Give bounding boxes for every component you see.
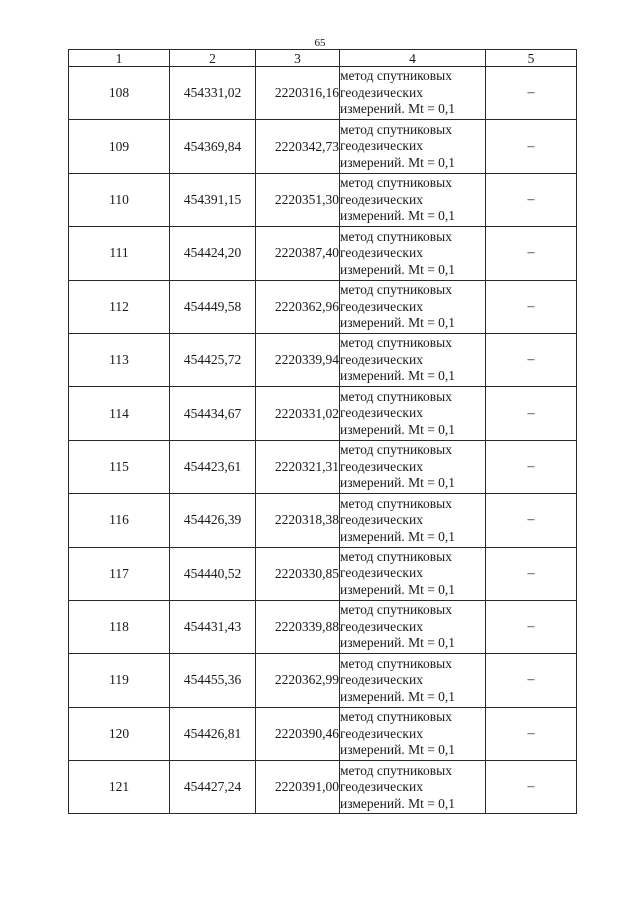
method-line: измерений. Mt = 0,1 [340, 421, 456, 437]
method-line: измерений. Mt = 0,1 [340, 528, 456, 544]
x-coordinate-cell: 454431,43 [170, 600, 256, 653]
point-number-cell: 114 [69, 387, 170, 440]
y-coordinate-cell: 2220342,73 [256, 120, 340, 173]
method-line: измерений. Mt = 0,1 [340, 795, 456, 811]
column-5-cell: – [486, 120, 577, 173]
method-cell [340, 707, 486, 760]
method-line: геодезических [340, 298, 423, 314]
method-line: метод спутниковых [340, 68, 452, 84]
method-line: измерений. Mt = 0,1 [340, 368, 456, 384]
method-line: метод спутниковых [340, 121, 452, 137]
method-cell [340, 173, 486, 226]
point-number-cell: 111 [69, 227, 170, 280]
method-line: измерений. Mt = 0,1 [340, 581, 456, 597]
x-coordinate-cell: 454449,58 [170, 280, 256, 333]
y-coordinate-cell: 2220339,94 [256, 333, 340, 386]
method-line: метод спутниковых [340, 495, 452, 511]
method-line: геодезических [340, 672, 423, 688]
column-5-cell: – [486, 494, 577, 547]
method-cell [340, 440, 486, 493]
method-line: геодезических [340, 84, 423, 100]
x-coordinate-cell: 454440,52 [170, 547, 256, 600]
column-5-cell: – [486, 173, 577, 226]
table-row [69, 654, 577, 707]
point-number-cell: 115 [69, 440, 170, 493]
y-coordinate-cell: 2220391,00 [256, 761, 340, 814]
method-cell [340, 600, 486, 653]
y-coordinate-cell: 2220387,40 [256, 227, 340, 280]
method-line: измерений. Mt = 0,1 [340, 475, 456, 491]
table-row [69, 333, 577, 386]
table-row [69, 387, 577, 440]
point-number-cell: 113 [69, 333, 170, 386]
point-number-cell: 112 [69, 280, 170, 333]
table-row [69, 67, 577, 120]
x-coordinate-cell: 454426,81 [170, 707, 256, 760]
method-line: геодезических [340, 458, 423, 474]
header-col-2: 2 [170, 50, 256, 67]
y-coordinate-cell: 2220390,46 [256, 707, 340, 760]
x-coordinate-cell: 454331,02 [170, 67, 256, 120]
y-coordinate-cell: 2220318,38 [256, 494, 340, 547]
method-cell [340, 547, 486, 600]
column-5-cell: – [486, 67, 577, 120]
x-coordinate-cell: 454425,72 [170, 333, 256, 386]
point-number-cell: 118 [69, 600, 170, 653]
column-5-cell: – [486, 761, 577, 814]
page-number: 65 [314, 37, 326, 49]
column-5-cell: – [486, 440, 577, 493]
method-line: геодезических [340, 138, 423, 154]
method-line: геодезических [340, 565, 423, 581]
method-cell [340, 227, 486, 280]
method-line: геодезических [340, 245, 423, 261]
point-number-cell: 116 [69, 494, 170, 547]
header-col-5: 5 [486, 50, 577, 67]
table-row [69, 440, 577, 493]
header-row [69, 50, 577, 67]
method-line: измерений. Mt = 0,1 [340, 315, 456, 330]
method-line: измерений. Mt = 0,1 [340, 688, 456, 704]
column-5-cell: – [486, 600, 577, 653]
x-coordinate-cell: 454427,24 [170, 761, 256, 814]
method-line: метод спутниковых [340, 335, 452, 351]
method-cell [340, 67, 486, 120]
point-number-cell: 121 [69, 761, 170, 814]
table-row [69, 227, 577, 280]
x-coordinate-cell: 454423,61 [170, 440, 256, 493]
column-5-cell: – [486, 387, 577, 440]
y-coordinate-cell: 2220351,30 [256, 173, 340, 226]
y-coordinate-cell: 2220321,31 [256, 440, 340, 493]
method-line: метод спутниковых [340, 602, 452, 618]
method-line: метод спутниковых [340, 709, 452, 725]
method-line: метод спутниковых [340, 762, 452, 778]
method-line: геодезических [340, 779, 423, 795]
method-line: измерений. Mt = 0,1 [340, 208, 456, 224]
column-5-cell: – [486, 333, 577, 386]
y-coordinate-cell: 2220330,85 [256, 547, 340, 600]
x-coordinate-cell: 454434,67 [170, 387, 256, 440]
method-line: метод спутниковых [340, 655, 452, 671]
method-cell [340, 761, 486, 814]
x-coordinate-cell: 454426,39 [170, 494, 256, 547]
column-5-cell: – [486, 227, 577, 280]
y-coordinate-cell: 2220316,16 [256, 67, 340, 120]
method-line: геодезических [340, 725, 423, 741]
table-row [69, 547, 577, 600]
y-coordinate-cell: 2220331,02 [256, 387, 340, 440]
table-header [69, 50, 577, 67]
y-coordinate-cell: 2220362,96 [256, 280, 340, 333]
x-coordinate-cell: 454455,36 [170, 654, 256, 707]
method-line: измерений. Mt = 0,1 [340, 261, 456, 277]
table-row [69, 600, 577, 653]
method-line: измерений. Mt = 0,1 [340, 742, 456, 758]
method-line: метод спутниковых [340, 388, 452, 404]
method-line: измерений. Mt = 0,1 [340, 154, 456, 170]
method-line: измерений. Mt = 0,1 [340, 101, 456, 117]
header-col-3: 3 [256, 50, 340, 67]
column-5-cell: – [486, 654, 577, 707]
coordinates-table [68, 49, 577, 814]
method-line: метод спутниковых [340, 175, 452, 191]
method-line: измерений. Mt = 0,1 [340, 635, 456, 651]
method-line: геодезических [340, 405, 423, 421]
table-body [69, 67, 577, 814]
y-coordinate-cell: 2220362,99 [256, 654, 340, 707]
y-coordinate-cell: 2220339,88 [256, 600, 340, 653]
x-coordinate-cell: 454369,84 [170, 120, 256, 173]
method-line: метод спутниковых [340, 228, 452, 244]
method-cell [340, 387, 486, 440]
column-5-cell: – [486, 547, 577, 600]
point-number-cell: 110 [69, 173, 170, 226]
method-line: метод спутниковых [340, 282, 452, 297]
table-row [69, 494, 577, 547]
method-line: метод спутниковых [340, 442, 452, 458]
header-col-1: 1 [69, 50, 170, 67]
method-cell [340, 333, 486, 386]
point-number-cell: 120 [69, 707, 170, 760]
method-cell [340, 120, 486, 173]
table-row [69, 173, 577, 226]
table-row [69, 761, 577, 814]
method-line: метод спутниковых [340, 548, 452, 564]
method-line: геодезических [340, 618, 423, 634]
method-cell [340, 654, 486, 707]
point-number-cell: 119 [69, 654, 170, 707]
table-row [69, 707, 577, 760]
table-row [69, 280, 577, 333]
column-5-cell: – [486, 707, 577, 760]
point-number-cell: 117 [69, 547, 170, 600]
method-line: геодезических [340, 512, 423, 528]
column-5-cell: – [486, 280, 577, 333]
method-line: геодезических [340, 351, 423, 367]
header-col-4: 4 [340, 50, 486, 67]
point-number-cell: 109 [69, 120, 170, 173]
x-coordinate-cell: 454391,15 [170, 173, 256, 226]
method-cell [340, 494, 486, 547]
method-cell [340, 280, 486, 333]
x-coordinate-cell: 454424,20 [170, 227, 256, 280]
method-line: геодезических [340, 191, 423, 207]
table-row [69, 120, 577, 173]
point-number-cell: 108 [69, 67, 170, 120]
